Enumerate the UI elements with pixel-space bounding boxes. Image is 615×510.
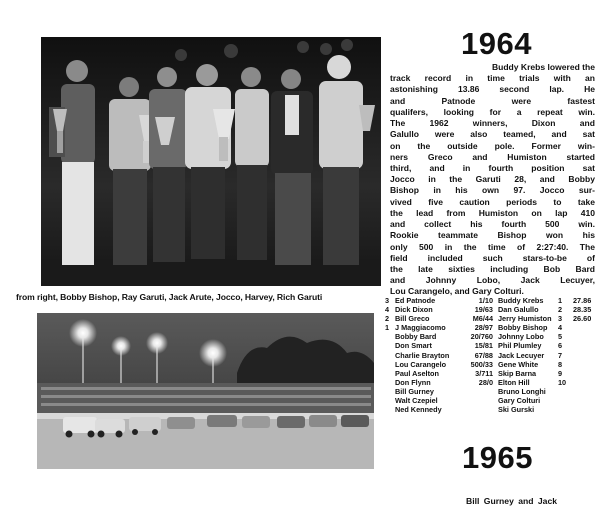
codriver-name: Jack Lecuyer [498, 350, 545, 360]
story-line: and Johnny Lobo, Jack Lecuyer, [390, 275, 595, 286]
results-row [385, 378, 597, 387]
results-row [385, 351, 597, 360]
qualifying-position: 7 [558, 350, 563, 360]
photo-caption: from right, Bobby Bishop, Ray Garuti, Jack Arute, Jocco, Harvey, Rich Garuti [16, 292, 323, 302]
results-row [385, 360, 597, 369]
qualifying-position: 3 [558, 314, 563, 324]
story-line: and Patnode were fastest [390, 95, 595, 106]
qualifying-position: 4 [558, 323, 563, 333]
story-line: and collect his fourth 500 win. [390, 219, 595, 230]
finish-position: 1 [385, 323, 390, 333]
results-row [385, 314, 597, 323]
qualifying-position: 10 [558, 377, 567, 387]
story-line: The 1962 winners, Dixon and [390, 118, 595, 129]
car-number: 20/760 [470, 332, 493, 342]
qualifying-position: 8 [558, 359, 563, 369]
car-number: 19/63 [474, 305, 493, 315]
qualifying-position: 1 [558, 296, 563, 305]
finish-position: 2 [385, 314, 390, 324]
car-number: M6/44 [472, 314, 493, 324]
codriver-name: Johnny Lobo [498, 332, 544, 342]
qualifying-time: 28.35 [573, 305, 592, 315]
story-line: on the outside pole. Former win- [390, 140, 595, 151]
car-number: 15/81 [474, 341, 493, 351]
driver-name: Dick Dixon [395, 305, 433, 315]
race-story-1965: Bill Gurney and Jack [466, 496, 558, 506]
driver-name: Ned Kennedy [395, 405, 442, 415]
qualifying-position: 6 [558, 341, 563, 351]
year-heading-1965: 1965 [462, 440, 533, 475]
year-heading-1964: 1964 [461, 26, 532, 61]
driver-name: Don Smart [395, 341, 432, 351]
driver-name: Ed Patnode [395, 296, 436, 305]
story-line: the lead from Humiston on lap 410 [390, 207, 595, 218]
story-line: Buddy Krebs lowered the [491, 62, 595, 72]
driver-name: Don Flynn [395, 377, 431, 387]
driver-name: Paul Aselton [395, 368, 439, 378]
codriver-name: Elton Hill [498, 377, 530, 387]
car-number: 3/711 [475, 368, 493, 378]
car-number: 67/88 [474, 350, 493, 360]
story-line: vived five caution periods to take [390, 196, 595, 207]
codriver-name: Bobby Bishop [498, 323, 548, 333]
story-line: qualifers, looking for a repeat win. [390, 106, 595, 117]
story-line: Bishop in his own 97. Jocco sur- [390, 185, 595, 196]
car-number: 28/0 [478, 377, 493, 387]
qualifying-position: 2 [558, 305, 563, 315]
story-line: the late sixties including Bob Bard [390, 263, 595, 274]
results-row [385, 341, 597, 350]
driver-name: Bill Gurney [395, 386, 434, 396]
qualifying-position: 9 [558, 368, 563, 378]
codriver-name: Skip Barna [498, 368, 537, 378]
driver-name: Bill Greco [395, 314, 430, 324]
race-story-1964 [390, 62, 595, 298]
story-line: Lou Carangelo, and Gary Colturi. [390, 286, 524, 297]
results-row [385, 396, 597, 405]
results-row [385, 296, 597, 305]
car-number: 28/97 [474, 323, 493, 333]
results-row [385, 405, 597, 414]
codriver-name: Ski Gurski [498, 405, 535, 415]
story-line: third, and in fourth position sat [390, 162, 595, 173]
driver-name: Walt Czepiel [395, 396, 438, 406]
story-line: astonishing 13.86 second lap. He [390, 84, 595, 95]
trophy-winners-photo [41, 37, 381, 286]
story-line: field included such stars-to-be of [390, 252, 595, 263]
car-number: 500/33 [470, 359, 493, 369]
driver-name: Charlie Brayton [395, 350, 450, 360]
codriver-name: Bruno Longhi [498, 386, 546, 396]
night-race-image [37, 313, 374, 469]
trophy-winners-image [41, 37, 381, 286]
results-row [385, 305, 597, 314]
finish-position: 4 [385, 305, 390, 315]
qualifying-position: 5 [558, 332, 563, 342]
results-row [385, 332, 597, 341]
codriver-name: Gary Colturi [498, 396, 541, 406]
driver-name: Lou Carangelo [395, 359, 447, 369]
driver-name: J Maggiacomo [395, 323, 446, 333]
qualifying-time: 26.60 [573, 314, 592, 324]
story-line: ners Greco and Humiston started [390, 151, 595, 162]
night-race-photo [37, 313, 374, 469]
results-row [385, 387, 597, 396]
story-line: Galullo were also teamed, and sat [390, 129, 595, 140]
car-number: 1/10 [478, 296, 493, 305]
results-row [385, 323, 597, 332]
story-line: Jocco in the Garuti 28, and Bobby [390, 174, 595, 185]
codriver-name: Phil Plumley [498, 341, 542, 351]
codriver-name: Jerry Humiston [498, 314, 552, 324]
results-table-1964 [385, 296, 597, 414]
results-row [385, 369, 597, 378]
codriver-name: Dan Galullo [498, 305, 539, 315]
codriver-name: Gene White [498, 359, 539, 369]
story-line: Rookie teammate Bishop won his [390, 230, 595, 241]
finish-position: 3 [385, 296, 390, 305]
qualifying-time: 27.86 [573, 296, 592, 305]
codriver-name: Buddy Krebs [498, 296, 544, 305]
story-line: only 500 in the time of 2:27:40. The [390, 241, 595, 252]
driver-name: Bobby Bard [395, 332, 437, 342]
story-line: track record in time trials with an [390, 73, 595, 84]
